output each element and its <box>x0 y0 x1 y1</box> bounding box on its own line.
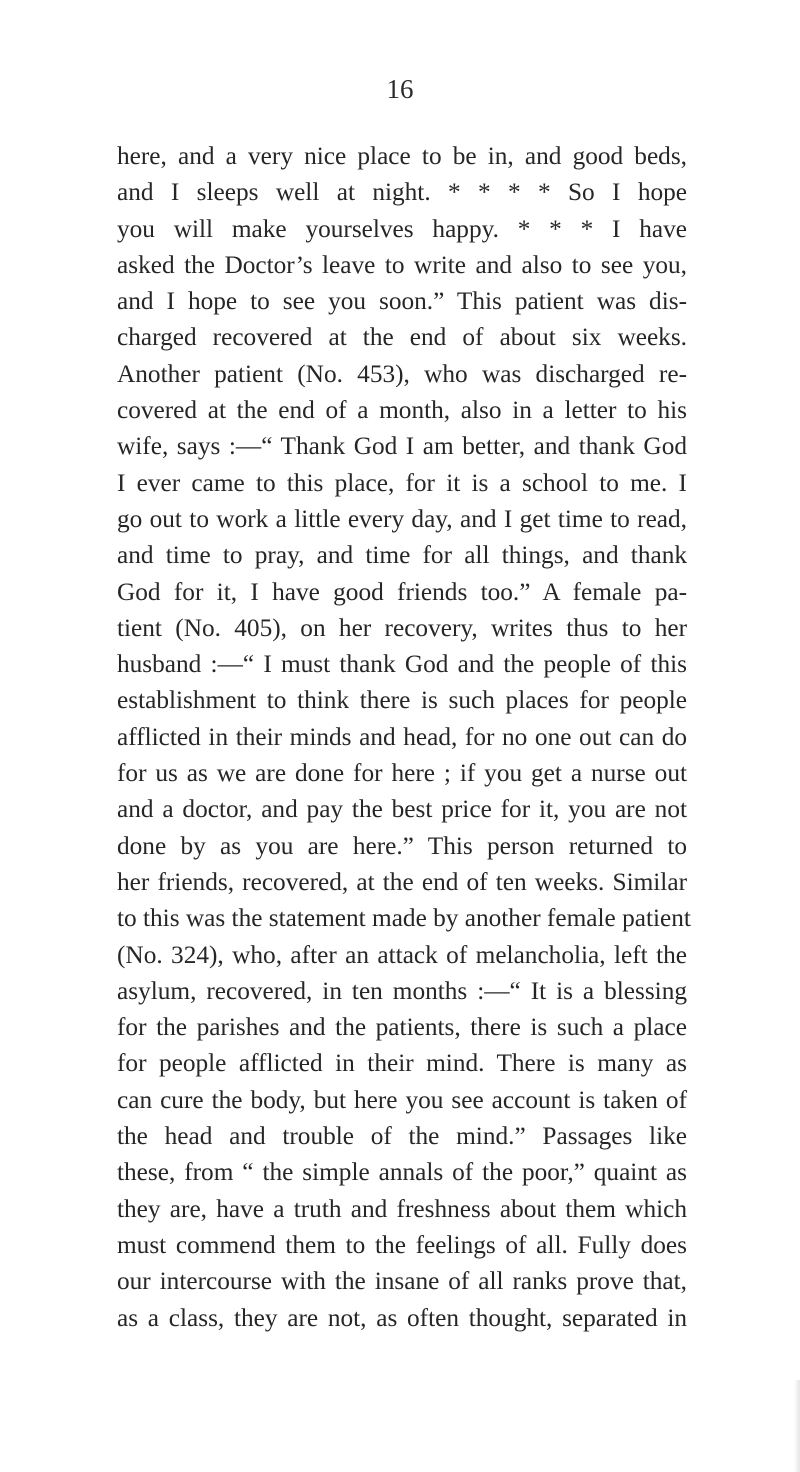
text-line: I ever came to this place, for it is a school to me. I <box>117 468 687 497</box>
text-line: here, and a very nice place to be in, and good beds, <box>117 142 687 170</box>
page-edge-shadow <box>794 1380 800 1472</box>
text-line: Another patient (No. 453), who was discharged re- <box>117 359 687 388</box>
body-text <box>117 138 691 1336</box>
text-line: these, from “ the simple annals of the poor,” quaint as <box>117 1158 687 1187</box>
text-line: for people afflicted in their mind. There is many as <box>117 1049 687 1078</box>
text-line: afflicted in their minds and head, for no one out can do <box>117 722 687 751</box>
text-line: go out to work a little every day, and I get time to read, <box>117 504 687 533</box>
text-line: her friends, recovered, at the end of ten weeks. Similar <box>117 867 687 896</box>
text-line: for the parishes and the patients, there is such a place <box>117 1013 687 1042</box>
text-line: you will make yourselves happy. * * * I have <box>117 214 687 243</box>
text-line: and I hope to see you soon.” This patient was dis- <box>117 287 687 316</box>
text-line: and I sleeps well at night. * * * * So I hope <box>117 178 687 207</box>
text-line: and time to pray, and time for all things, and thank <box>117 541 687 570</box>
page-number: 16 <box>386 74 414 104</box>
text-line: God for it, I have good friends too.” A female pa- <box>117 577 687 606</box>
text-line: must commend them to the feelings of all. Fully does <box>117 1230 687 1259</box>
text-line: they are, have a truth and freshness about them which <box>117 1194 687 1223</box>
text-line: our intercourse with the insane of all ranks prove that, <box>117 1267 687 1296</box>
text-line: establishment to think there is such places for people <box>117 686 687 715</box>
text-line: for us as we are done for here ; if you get a nurse out <box>117 759 687 788</box>
text-line: done by as you are here.” This person returned to <box>117 831 687 860</box>
text-line: covered at the end of a month, also in a letter to his <box>117 396 687 425</box>
text-line: to this was the statement made by another female patient <box>117 904 691 933</box>
text-line: can cure the body, but here you see account is taken of <box>117 1085 687 1114</box>
text-line: husband :—“ I must thank God and the people of this <box>117 650 687 679</box>
text-line: as a class, they are not, as often thought, separated in <box>117 1303 687 1332</box>
text-line: and a doctor, and pay the best price for it, you are not <box>117 795 687 824</box>
text-line: wife, says :—“ Thank God I am better, and thank God <box>117 432 687 461</box>
text-line: asked the Doctor’s leave to write and also to see you, <box>117 250 687 279</box>
text-line: tient (No. 405), on her recovery, writes thus to her <box>117 613 687 642</box>
text-line: charged recovered at the end of about six weeks. <box>117 323 687 352</box>
text-line: asylum, recovered, in ten months :—“ It is a blessing <box>117 976 687 1005</box>
text-line: (No. 324), who, after an attack of melancholia, left the <box>117 940 687 969</box>
text-line: the head and trouble of the mind.” Passages like <box>117 1122 687 1151</box>
